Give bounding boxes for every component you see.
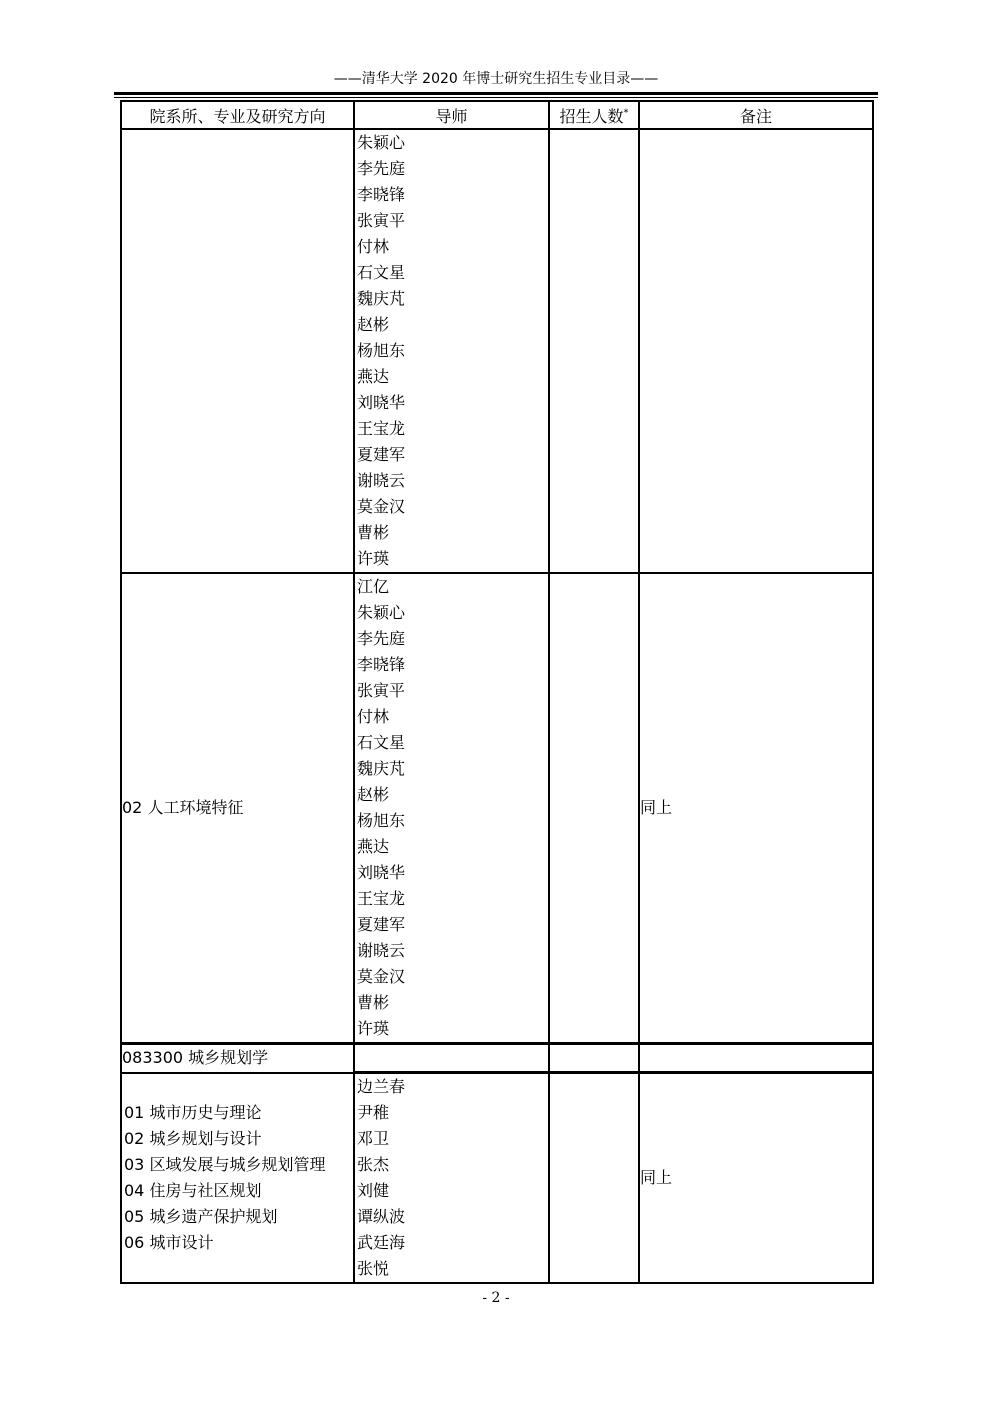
list-item: 邓卫 [357, 1129, 390, 1148]
list-item: 03 区域发展与城乡规划管理 [124, 1154, 326, 1174]
list-item: 张杰 [357, 1155, 390, 1174]
list-item: 付林 [357, 237, 390, 256]
advisor-list [355, 574, 548, 1042]
list-item: 05 城乡遗产保护规划 [124, 1206, 278, 1226]
list-item: 朱颖心 [357, 133, 406, 152]
quota-cell [549, 129, 639, 573]
list-item: 江亿 [357, 577, 390, 596]
remark-cell: 同上 [639, 573, 873, 1044]
page-header: ——清华大学 2020 年博士研究生招生专业目录—— [333, 71, 659, 87]
list-item: 燕达 [357, 367, 390, 386]
list-item: 赵彬 [357, 315, 390, 334]
advisor-cell [354, 573, 549, 1044]
list-item: 王宝龙 [357, 889, 406, 908]
advisor-list [355, 130, 548, 572]
list-item: 莫金汉 [357, 497, 406, 516]
quota-cell [549, 1073, 639, 1284]
list-item: 04 住房与社区规划 [124, 1180, 262, 1200]
list-item: 01 城市历史与理论 [124, 1102, 262, 1122]
list-item: 许瑛 [357, 1019, 390, 1038]
direction-list [122, 1074, 353, 1282]
column-header-advisor: 导师 [354, 101, 549, 129]
quota-cell [549, 573, 639, 1044]
column-header-quota: 招生人数* [549, 101, 639, 129]
list-item: 莫金汉 [357, 967, 406, 986]
list-item: 夏建军 [357, 445, 406, 464]
list-item: 06 城市设计 [124, 1232, 214, 1252]
list-item: 赵彬 [357, 785, 390, 804]
direction-cell [121, 129, 354, 573]
list-item [124, 1256, 353, 1282]
list-item: 李晓锋 [357, 655, 406, 674]
header-rule [114, 92, 878, 95]
list-item: 杨旭东 [357, 341, 406, 360]
list-item: 魏庆芃 [357, 759, 406, 778]
table-header-row [121, 101, 873, 129]
list-item: 王宝龙 [357, 419, 406, 438]
page-number: - 2 - [482, 1290, 510, 1306]
list-item: 张寅平 [357, 211, 406, 230]
direction-cell [121, 1073, 354, 1284]
list-item: 02 城乡规划与设计 [124, 1128, 262, 1148]
list-item: 曹彬 [357, 523, 390, 542]
advisor-list [355, 1074, 548, 1282]
catalog-table [120, 100, 874, 1284]
list-item: 杨旭东 [357, 811, 406, 830]
remark-cell: 同上 [639, 1073, 873, 1284]
list-item: 石文星 [357, 263, 406, 282]
table-row [121, 573, 873, 1044]
list-item: 李先庭 [357, 629, 406, 648]
list-item: 许瑛 [357, 549, 390, 568]
list-item: 李先庭 [357, 159, 406, 178]
table-row [121, 129, 873, 573]
list-item: 曹彬 [357, 993, 390, 1012]
header-rule-thin [114, 97, 878, 98]
list-item: 谢晓云 [357, 941, 406, 960]
major-row [121, 1044, 873, 1073]
list-item: 尹稚 [357, 1103, 390, 1122]
list-item: 武廷海 [357, 1233, 406, 1252]
list-item: 谭纵波 [357, 1207, 406, 1226]
list-item: 刘晓华 [357, 863, 406, 882]
list-item: 石文星 [357, 733, 406, 752]
list-item: 谢晓云 [357, 471, 406, 490]
list-item: 张悦 [357, 1259, 390, 1278]
direction-cell: 02 人工环境特征 [121, 573, 354, 1044]
list-item: 朱颖心 [357, 603, 406, 622]
list-item [124, 1074, 353, 1100]
column-header-direction: 院系所、专业及研究方向 [121, 101, 354, 129]
list-item: 李晓锋 [357, 185, 406, 204]
list-item: 刘晓华 [357, 393, 406, 412]
major-name: 083300 城乡规划学 [121, 1044, 354, 1073]
column-header-remark: 备注 [639, 101, 873, 129]
list-item: 燕达 [357, 837, 390, 856]
list-item: 夏建军 [357, 915, 406, 934]
remark-cell [639, 129, 873, 573]
advisor-cell [354, 1073, 549, 1284]
advisor-cell [354, 129, 549, 573]
list-item: 张寅平 [357, 681, 406, 700]
list-item: 刘健 [357, 1181, 390, 1200]
list-item: 付林 [357, 707, 390, 726]
table-row [121, 1073, 873, 1284]
list-item: 魏庆芃 [357, 289, 406, 308]
list-item: 边兰春 [357, 1077, 406, 1096]
quota-footnote-mark: * [623, 107, 629, 119]
